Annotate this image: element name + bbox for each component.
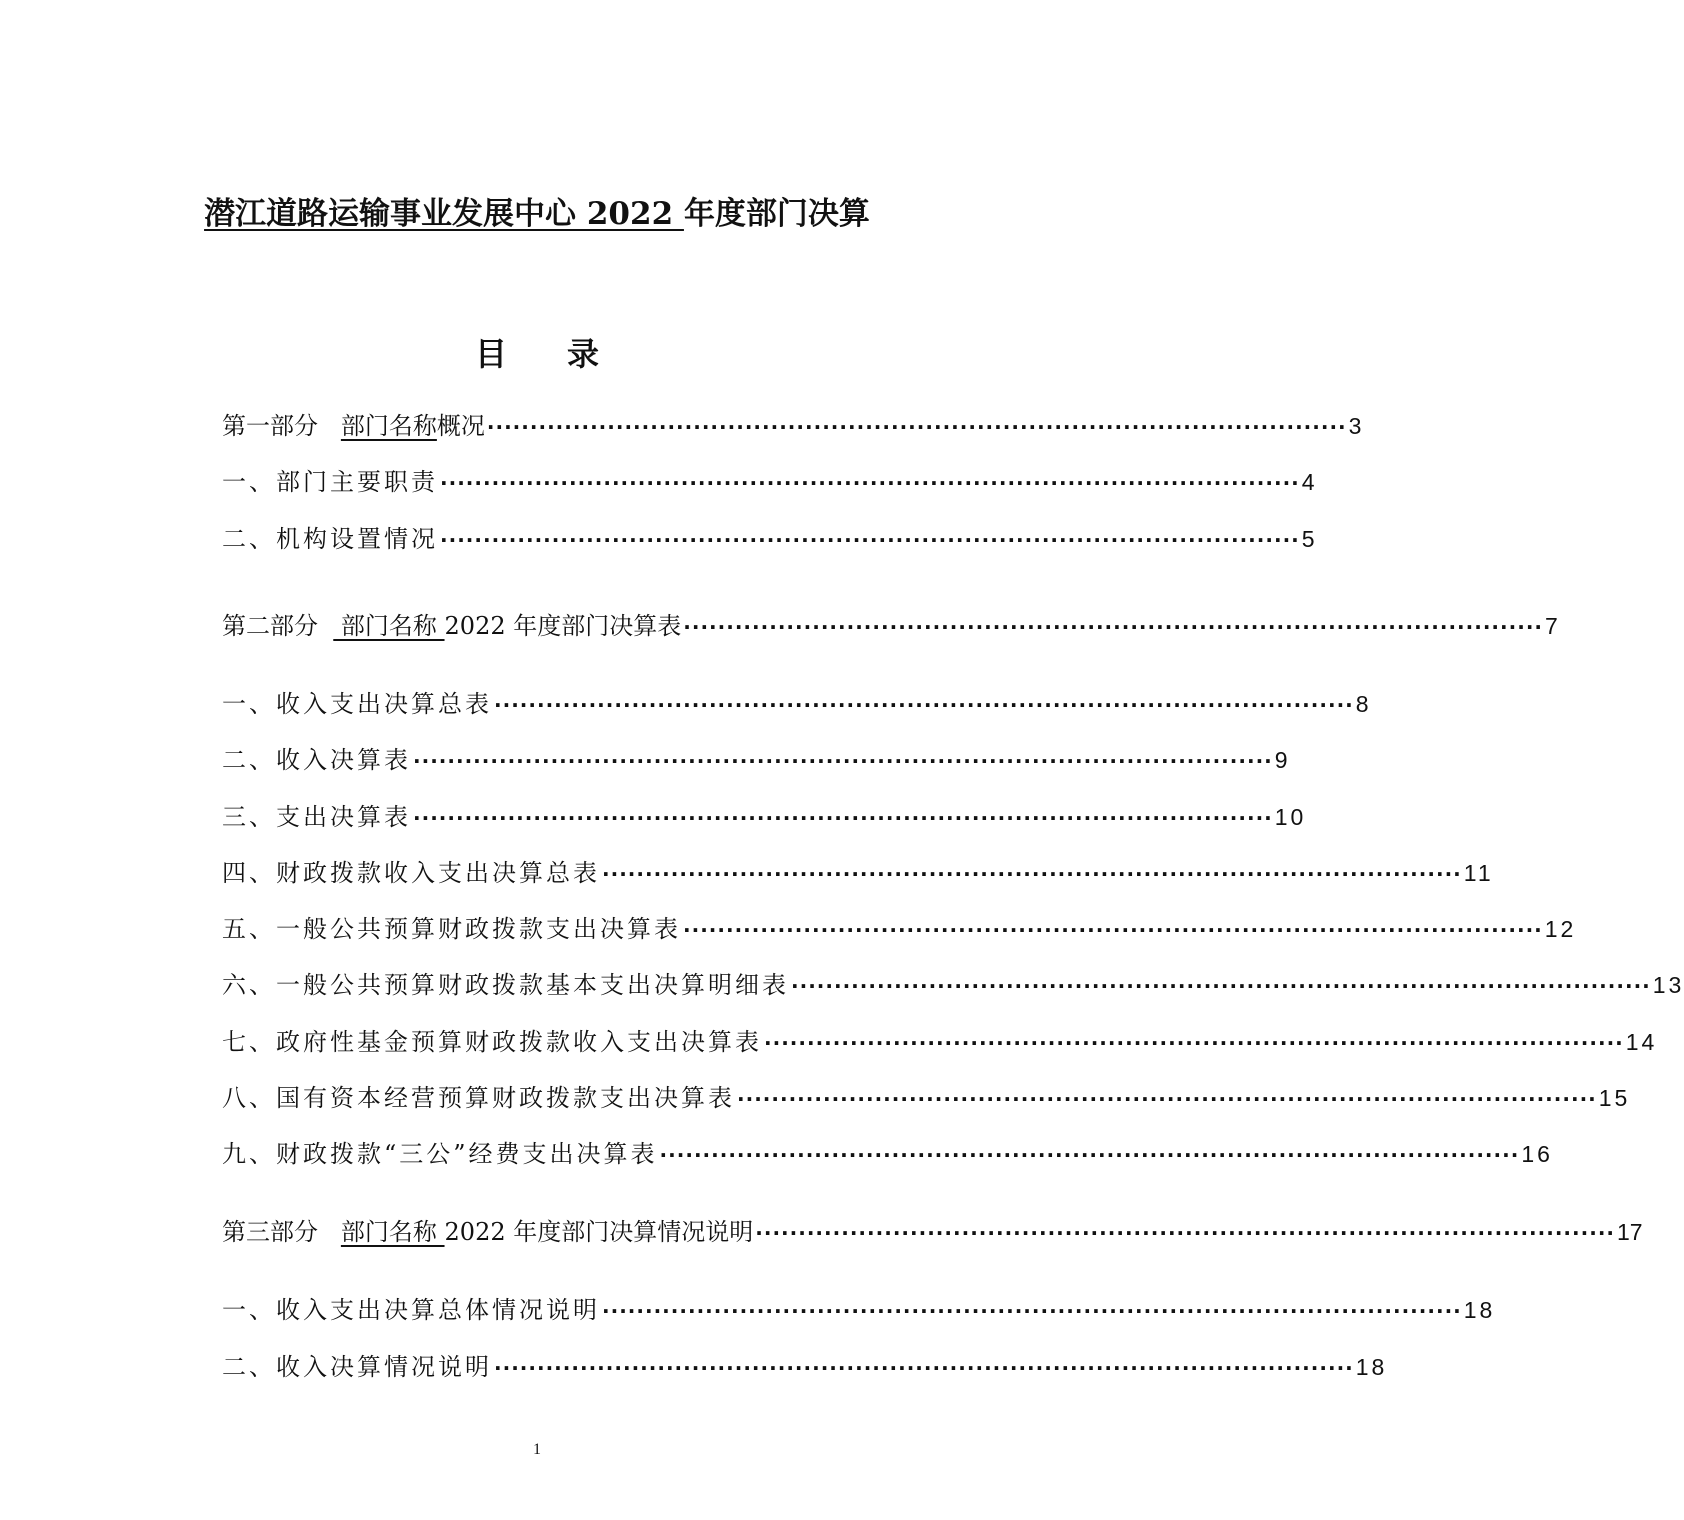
part-dept-name: 部门名称 bbox=[333, 612, 445, 640]
leader-dots: ···································································································· bbox=[494, 1356, 1354, 1380]
toc-item[interactable] bbox=[222, 1290, 1496, 1330]
toc-heading-char-2: 录 bbox=[567, 335, 600, 373]
part-suffix: 2022 年度部门决算情况说明 bbox=[444, 1218, 754, 1246]
toc-heading-char-1: 目 bbox=[474, 335, 507, 373]
toc-item[interactable] bbox=[222, 1347, 1388, 1387]
toc-page-number: 3 bbox=[1348, 413, 1362, 439]
toc-part-3[interactable] bbox=[222, 1212, 1643, 1252]
toc-heading bbox=[0, 330, 1074, 378]
toc-part-2[interactable] bbox=[222, 606, 1558, 646]
part-dept-name: 部门名称 bbox=[340, 412, 437, 440]
toc-item-label: 一、部门主要职责 bbox=[222, 468, 438, 496]
toc-page-number: 11 bbox=[1463, 860, 1494, 886]
leader-dots: ···································································································· bbox=[440, 471, 1300, 495]
toc-page-number: 17 bbox=[1617, 1219, 1643, 1245]
title-rest: 年度部门决算 bbox=[683, 196, 870, 232]
toc-item-label: 七、政府性基金预算财政拨款收入支出决算表 bbox=[222, 1028, 762, 1056]
part-dept-name: 部门名称 bbox=[340, 1218, 445, 1246]
toc-page-number: 9 bbox=[1274, 747, 1291, 773]
toc-item[interactable] bbox=[222, 909, 1577, 949]
toc-item[interactable] bbox=[222, 462, 1318, 502]
part-prefix: 第三部分 bbox=[222, 1218, 318, 1246]
toc-item[interactable] bbox=[222, 740, 1291, 780]
toc-part-1[interactable] bbox=[222, 406, 1362, 446]
toc-page-number: 18 bbox=[1463, 1297, 1496, 1323]
leader-dots: ···································································································· bbox=[494, 693, 1354, 717]
leader-dots: ···································································································· bbox=[440, 528, 1300, 552]
toc-item-label: 六、一般公共预算财政拨款基本支出决算明细表 bbox=[222, 971, 789, 999]
toc-item-label: 三、支出决算表 bbox=[222, 803, 411, 831]
toc-item-label: 九、财政拨款“三公”经费支出决算表 bbox=[222, 1140, 658, 1168]
leader-dots: ···································································································· bbox=[413, 806, 1273, 830]
toc-item-label: 一、收入支出决算总表 bbox=[222, 690, 492, 718]
toc-page-number: 16 bbox=[1521, 1141, 1553, 1167]
toc-page-number: 5 bbox=[1301, 526, 1318, 552]
toc-page-number: 15 bbox=[1598, 1085, 1631, 1111]
part-suffix: 概况 bbox=[436, 412, 485, 440]
part-prefix: 第一部分 bbox=[222, 412, 318, 440]
toc-item-label: 五、一般公共预算财政拨款支出决算表 bbox=[222, 915, 681, 943]
toc-item-label: 八、国有资本经营预算财政拨款支出决算表 bbox=[222, 1084, 735, 1112]
leader-dots: ···································································································· bbox=[659, 1143, 1520, 1167]
toc-item-label: 二、收入决算情况说明 bbox=[222, 1353, 492, 1381]
toc-page-number: 14 bbox=[1625, 1029, 1658, 1055]
leader-dots: ···································································································· bbox=[602, 862, 1462, 886]
document-title bbox=[0, 192, 1074, 236]
toc-item-label: 二、机构设置情况 bbox=[222, 525, 438, 553]
toc-item[interactable] bbox=[222, 684, 1372, 724]
toc-page-number: 7 bbox=[1545, 613, 1558, 639]
page-number: 1 bbox=[533, 1441, 541, 1458]
leader-dots: ···································································································· bbox=[602, 1299, 1462, 1323]
title-underlined-part: 潜江道路运输事业发展中心 2022 bbox=[204, 196, 684, 232]
toc-item[interactable] bbox=[222, 1078, 1631, 1118]
leader-dots: ···································································································· bbox=[737, 1087, 1597, 1111]
toc-item[interactable] bbox=[222, 853, 1494, 893]
toc-item[interactable] bbox=[222, 1022, 1658, 1062]
toc-page-number: 18 bbox=[1355, 1354, 1388, 1380]
toc-item[interactable] bbox=[222, 519, 1318, 559]
toc-page-number: 8 bbox=[1355, 691, 1372, 717]
toc-item-label: 二、收入决算表 bbox=[222, 746, 411, 774]
toc-item[interactable] bbox=[222, 965, 1684, 1005]
part-prefix: 第二部分 bbox=[222, 612, 318, 640]
toc-page-number: 4 bbox=[1301, 469, 1318, 495]
leader-dots: ···································································································· bbox=[486, 415, 1347, 439]
leader-dots: ···································································································· bbox=[764, 1031, 1624, 1055]
leader-dots: ···································································································· bbox=[755, 1221, 1616, 1245]
toc-item[interactable] bbox=[222, 797, 1307, 837]
leader-dots: ···································································································· bbox=[683, 615, 1544, 639]
toc-page-number: 10 bbox=[1274, 804, 1307, 830]
leader-dots: ···································································································· bbox=[791, 974, 1651, 998]
part-suffix: 2022 年度部门决算表 bbox=[444, 612, 682, 640]
toc-item-label: 一、收入支出决算总体情况说明 bbox=[222, 1296, 600, 1324]
leader-dots: ···································································································· bbox=[413, 749, 1273, 773]
toc-page-number: 12 bbox=[1544, 916, 1577, 942]
leader-dots: ···································································································· bbox=[683, 918, 1543, 942]
toc-page-number: 13 bbox=[1652, 972, 1684, 998]
toc-item-label: 四、财政拨款收入支出决算总表 bbox=[222, 859, 600, 887]
toc-item[interactable] bbox=[222, 1134, 1553, 1174]
